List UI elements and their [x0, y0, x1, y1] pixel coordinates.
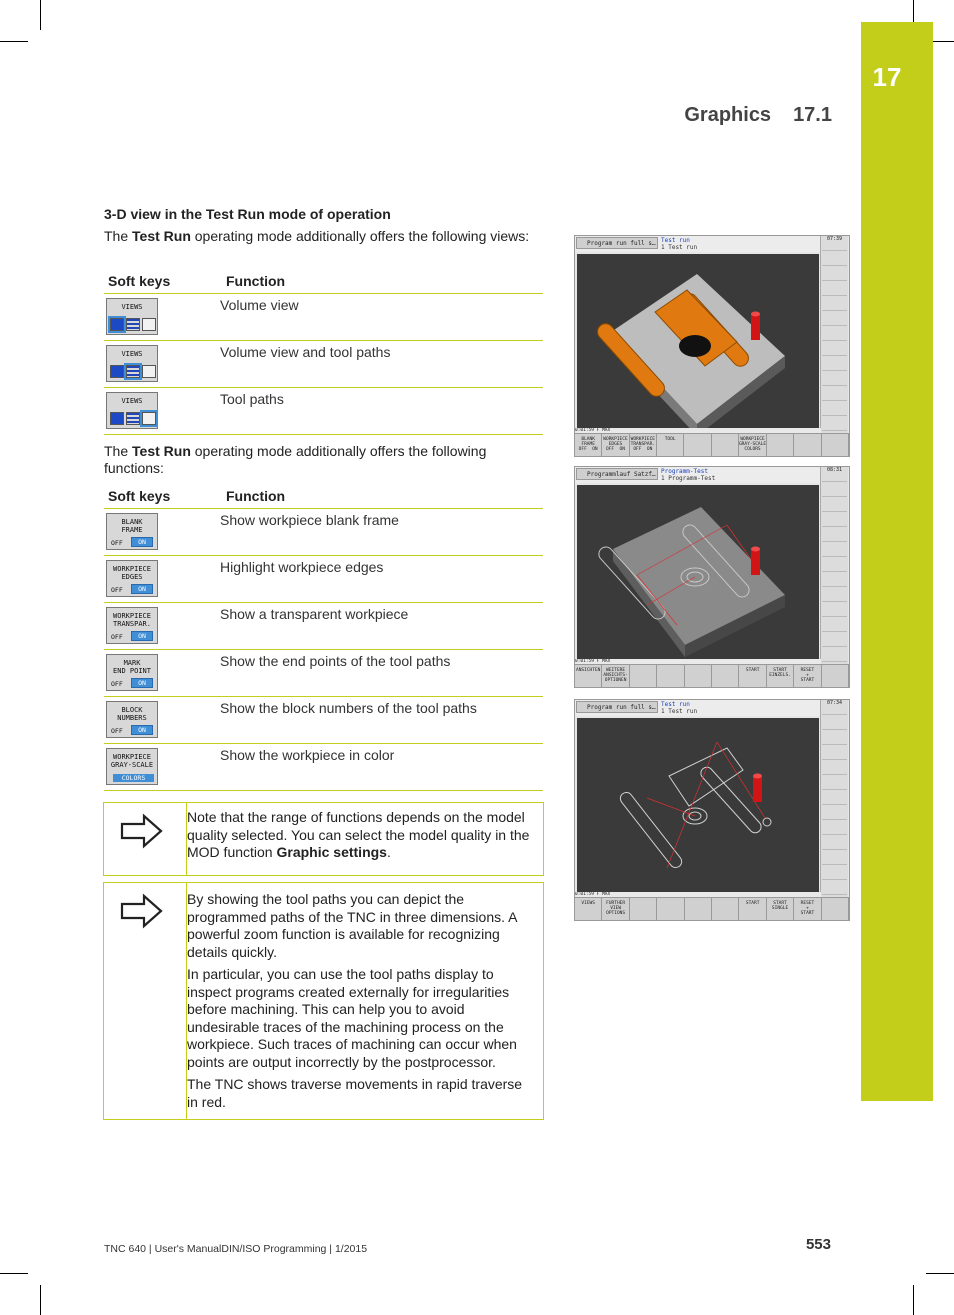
gray-scale-colors-softkey[interactable]: WORKPIECE GRAY-SCALE COLORS [106, 748, 158, 785]
softkey[interactable] [685, 665, 712, 687]
softkey[interactable]: WORKPIECE TRANSPAR. OFF ON [630, 434, 657, 456]
softkey[interactable]: VIEWS [575, 898, 602, 920]
softkey[interactable] [712, 434, 739, 456]
volume-view-icon [110, 365, 124, 378]
note-paragraph: In particular, you can use the tool paths display to inspect programs created externally for irregularities before machining. This can help you to avoid undesirable traces of the machining process on the workpiece. Such traces of machining can occur when points are output incorrectly by the postprocessor. [187, 966, 517, 1070]
workpiece-volume-graphic [577, 254, 821, 432]
function-cell: Show the end points of the tool paths [216, 650, 543, 697]
tool-paths-icon [142, 365, 156, 378]
functions-softkey-table [104, 484, 543, 791]
softkey-row [575, 664, 849, 687]
note-box-tool-paths [103, 882, 544, 1120]
tool-paths-volume-icon [126, 412, 140, 425]
mode-title: Test run [661, 701, 690, 708]
workpiece-edges-softkey[interactable]: WORKPIECE EDGES OFF ON [106, 560, 158, 597]
intro-paragraph-views: The Test Run operating mode additionally offers the following views: [104, 228, 530, 244]
volume-view-icon [110, 412, 124, 425]
arrow-right-icon [120, 893, 164, 929]
function-cell: Show workpiece blank frame [216, 509, 543, 556]
screenshot-tool-paths [574, 699, 850, 921]
function-cell: Tool paths [216, 388, 543, 435]
softkey[interactable]: WORKPIECE EDGES OFF ON [602, 434, 629, 456]
vertical-softkey-bar [820, 700, 848, 920]
header-section: 17.1 [793, 104, 832, 126]
col-header-softkeys: Soft keys [104, 484, 216, 509]
softkey-row [575, 433, 849, 456]
table-row [104, 388, 543, 435]
screenshot-volume-and-paths [574, 466, 850, 688]
crop-mark [926, 1273, 954, 1274]
chapter-number: 17 [872, 62, 902, 92]
softkey[interactable] [822, 434, 849, 456]
table-header [104, 484, 543, 509]
graphics-view [577, 718, 819, 896]
softkey[interactable] [794, 434, 821, 456]
softkey[interactable] [822, 665, 849, 687]
intro-paragraph-functions: The Test Run operating mode additionally offers the following functions: [104, 443, 487, 476]
mark-end-point-softkey[interactable]: MARK END POINT OFF ON [106, 654, 158, 691]
mode-tab: Programmlauf Satzf… [576, 468, 658, 480]
screenshot-volume-view [574, 235, 850, 457]
softkey[interactable] [767, 434, 794, 456]
views-softkey-paths[interactable]: VIEWS [106, 392, 158, 429]
mode-title: Programm-Test [661, 468, 708, 475]
graphics-view [577, 485, 819, 663]
softkey[interactable] [630, 898, 657, 920]
graphics-view [577, 254, 819, 432]
softkey[interactable] [657, 898, 684, 920]
views-softkey-volume-paths[interactable]: VIEWS [106, 345, 158, 382]
softkey[interactable]: RESET + START [794, 665, 821, 687]
function-cell: Show the block numbers of the tool paths [216, 697, 543, 744]
softkey[interactable] [685, 898, 712, 920]
workpiece-paths-graphic [577, 485, 821, 663]
softkey[interactable] [712, 665, 739, 687]
softkey[interactable]: START [739, 665, 766, 687]
table-row [104, 341, 543, 388]
softkey[interactable]: START SINGLE [767, 898, 794, 920]
softkey[interactable] [684, 434, 711, 456]
header-title: Graphics [684, 104, 772, 126]
softkey[interactable] [712, 898, 739, 920]
function-cell: Show a transparent workpiece [216, 603, 543, 650]
footer-text: TNC 640 | User's ManualDIN/ISO Programming | 1/2015 [104, 1243, 368, 1255]
clock: 07:34 [822, 700, 847, 715]
tool-paths-graphic [577, 718, 821, 896]
crop-mark [0, 41, 28, 42]
table-header [104, 269, 543, 294]
softkey[interactable]: TOOL [657, 434, 684, 456]
views-softkey-volume[interactable]: VIEWS [106, 298, 158, 335]
crop-mark [913, 1285, 914, 1315]
page-number: 553 [805, 1236, 831, 1253]
table-row [104, 509, 543, 556]
softkey[interactable] [630, 665, 657, 687]
col-header-function: Function [216, 484, 543, 509]
softkey[interactable]: FURTHER VIEW OPTIONS [602, 898, 629, 920]
softkey-row [575, 897, 849, 920]
blank-frame-softkey[interactable]: BLANK FRAME OFF ON [106, 513, 158, 550]
clock: 07:39 [822, 236, 847, 251]
table-row [104, 697, 543, 744]
tool-paths-volume-icon [126, 318, 140, 331]
softkey[interactable] [657, 665, 684, 687]
crop-mark [40, 0, 41, 30]
crop-mark [0, 1273, 28, 1274]
softkey[interactable] [822, 898, 849, 920]
col-header-softkeys: Soft keys [104, 269, 216, 294]
softkey[interactable]: RESET + START [794, 898, 821, 920]
status-bar: 0:01:59 F MAX [575, 892, 821, 898]
col-header-function: Function [216, 269, 543, 294]
workpiece-transparent-softkey[interactable]: WORKPIECE TRANSPAR. OFF ON [106, 607, 158, 644]
arrow-right-icon [120, 813, 164, 849]
table-row [104, 744, 543, 791]
table-row [104, 556, 543, 603]
table-row [104, 650, 543, 697]
vertical-softkey-bar [820, 467, 848, 687]
note-paragraph: The TNC shows traverse movements in rapid traverse in red. [187, 1076, 523, 1110]
chapter-tab [861, 22, 933, 1101]
function-cell: Volume view and tool paths [216, 341, 543, 388]
mode-subtitle: 1 Test run [661, 708, 698, 715]
volume-view-icon [110, 318, 124, 331]
block-numbers-softkey[interactable]: BLOCK NUMBERS OFF ON [106, 701, 158, 738]
running-header [600, 104, 832, 127]
mode-subtitle: 1 Programm-Test [661, 475, 716, 482]
note-paragraph: By showing the tool paths you can depict the programmed paths of the TNC in three dimensions. A powerful zoom function is available for recognizing details quickly. [187, 891, 517, 960]
tool-paths-icon [142, 318, 156, 331]
softkey[interactable]: START EINZELS. [767, 665, 794, 687]
note-text: Note that the range of functions depends on the model quality selected. You can select the model quality in the MOD function Graphic settings. [187, 809, 530, 860]
softkey[interactable]: BLANK FRAME OFF ON [575, 434, 602, 456]
mode-subtitle: 1 Test run [661, 244, 698, 251]
function-cell: Show the workpiece in color [216, 744, 543, 791]
tool-paths-icon [142, 412, 156, 425]
mode-tab: Program run full s… [576, 237, 658, 249]
crop-mark [40, 1285, 41, 1315]
softkey[interactable]: WEITERE ANSICHTS- OPTIONEN [602, 665, 629, 687]
mode-title: Test run [661, 237, 690, 244]
function-cell: Highlight workpiece edges [216, 556, 543, 603]
note-box-model-quality [103, 802, 544, 876]
views-softkey-table [104, 269, 543, 435]
status-bar: 0:01:59 F MAX [575, 659, 821, 665]
table-row [104, 294, 543, 341]
vertical-softkey-bar [820, 236, 848, 456]
softkey[interactable]: WORKPIECE GRAY-SCALE COLORS [739, 434, 767, 456]
tool-paths-volume-icon [126, 365, 140, 378]
table-row [104, 603, 543, 650]
clock: 08:31 [822, 467, 847, 482]
function-cell: Volume view [216, 294, 543, 341]
mode-tab: Program run full s… [576, 701, 658, 713]
section-title: 3-D view in the Test Run mode of operation [104, 206, 391, 222]
softkey[interactable]: START [739, 898, 766, 920]
status-bar: 0:01:59 F MAX [575, 428, 821, 434]
softkey[interactable]: ANSICHTEN [575, 665, 602, 687]
